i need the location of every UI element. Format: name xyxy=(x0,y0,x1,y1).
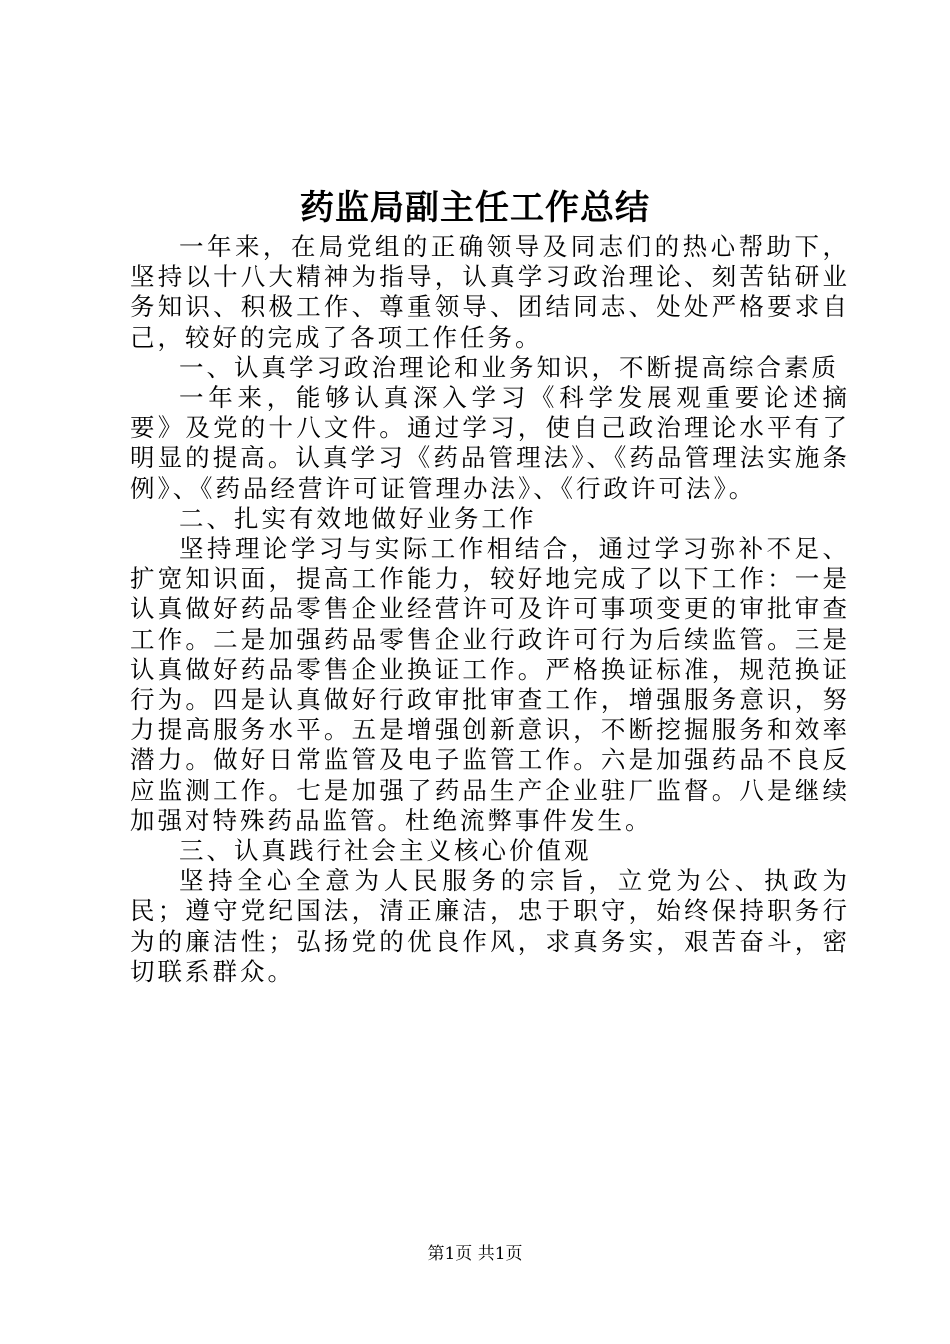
section-heading-3: 三、认真践行社会主义核心价值观 xyxy=(179,836,592,866)
document-title: 药监局副主任工作总结 xyxy=(300,188,650,228)
section-3-paragraph: 坚持全心全意为人民服务的宗旨，立党为公、执政为民；遵守党纪国法，清正廉洁，忠于职守，始终保持职务行为的廉洁性；弘扬党的优良作风，求真务实，艰苦奋斗，密切联系群众。 xyxy=(130,866,850,986)
section-heading-2: 二、扎实有效地做好业务工作 xyxy=(179,503,537,533)
document-body xyxy=(130,232,850,987)
intro-paragraph: 一年来，在局党组的正确领导及同志们的热心帮助下，坚持以十八大精神为指导，认真学习政治理论、刻苦钻研业务知识、积极工作、尊重领导、团结同志、处处严格要求自己，较好的完成了各项工作任务。 xyxy=(130,232,850,352)
section-1-paragraph: 一年来，能够认真深入学习《科学发展观重要论述摘要》及党的十八文件。通过学习，使自己政治理论水平有了明显的提高。认真学习《药品管理法》、《药品管理法实施条例》、《药品经营许可证管理办法》、《行政许可法》。 xyxy=(130,383,850,503)
page-number-footer: 第1页 共1页 xyxy=(427,1244,523,1264)
section-heading-1: 一、认真学习政治理论和业务知识，不断提高综合素质 xyxy=(179,352,839,382)
section-2-paragraph: 坚持理论学习与实际工作相结合，通过学习弥补不足、扩宽知识面，提高工作能力，较好地完成了以下工作：一是认真做好药品零售企业经营许可及许可事项变更的审批审查工作。二是加强药品零售企业行政许可行为后续监管。三是认真做好药品零售企业换证工作。严格换证标准，规范换证行为。四是认真做好行政审批审查工作，增强服务意识，努力提高服务水平。五是增强创新意识，不断挖掘服务和效率潜力。做好日常监管及电子监管工作。六是加强药品不良反应监测工作。七是加强了药品生产企业驻厂监督。八是继续加强对特殊药品监管。杜绝流弊事件发生。 xyxy=(130,534,850,835)
